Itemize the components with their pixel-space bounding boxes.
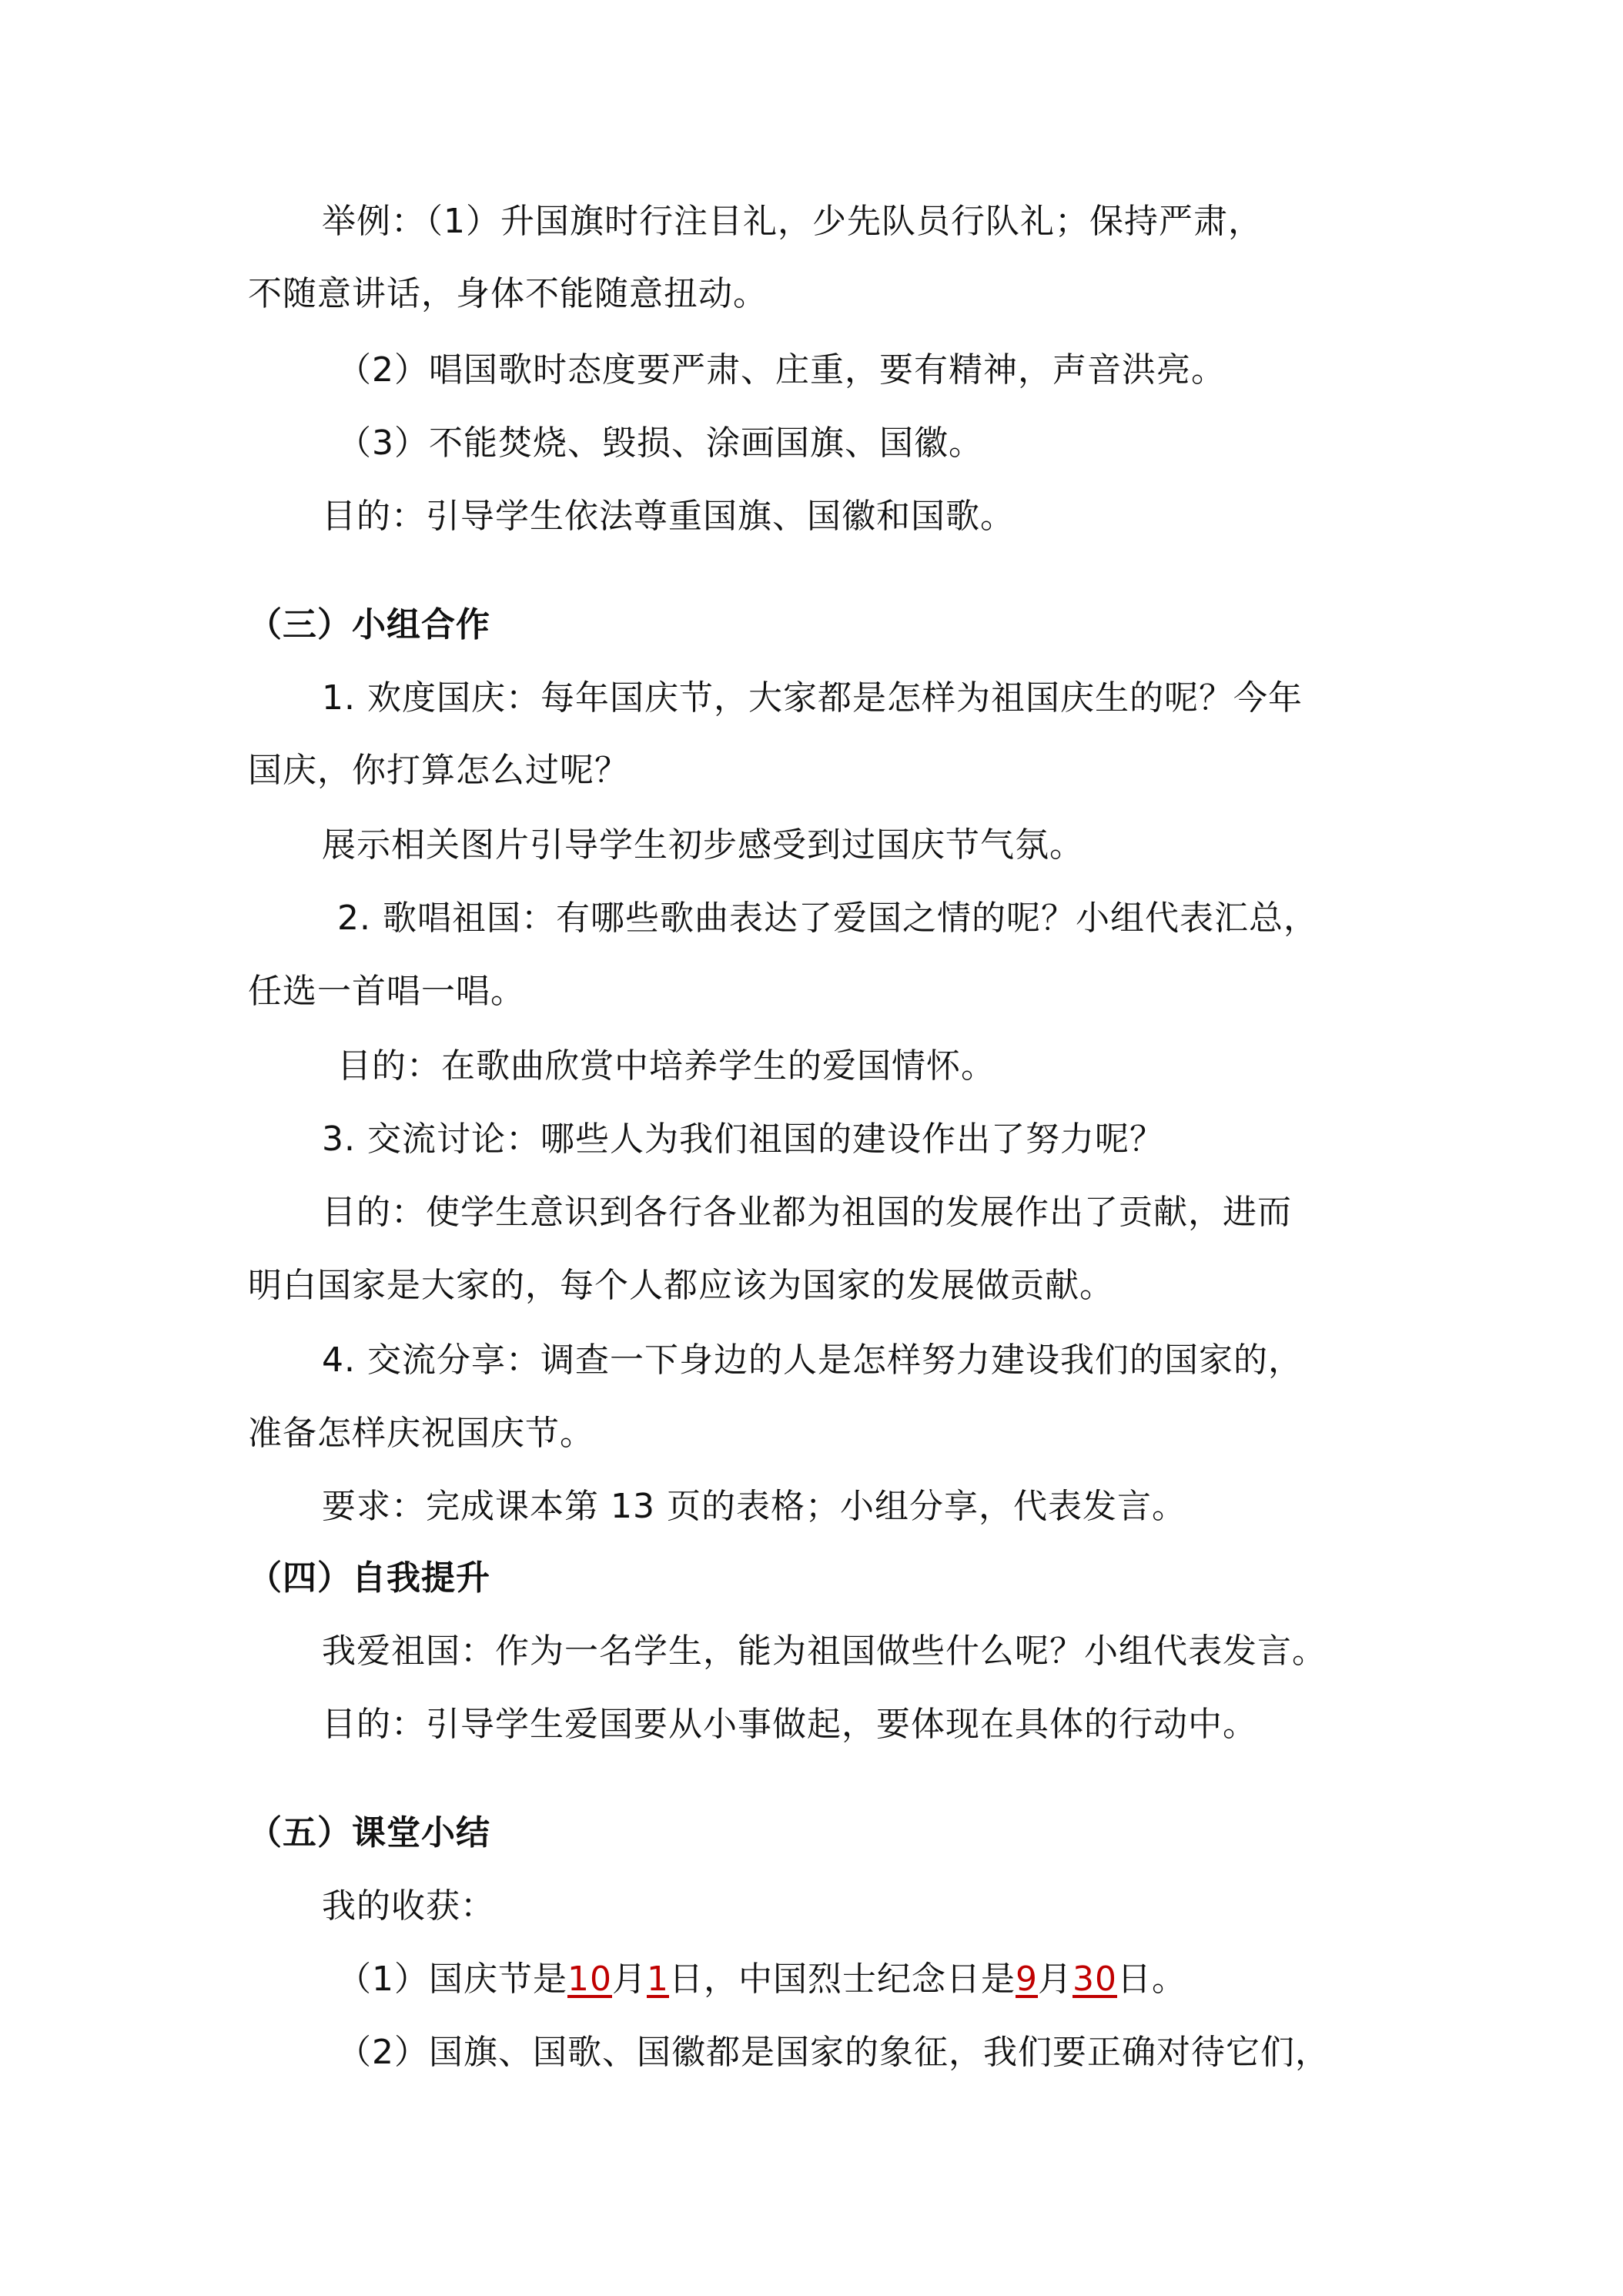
purpose-line-1: 目的：引导学生依法尊重国旗、国徽和国歌。 bbox=[322, 497, 1015, 536]
activity-2-line-cont: 任选一首唱一唱。 bbox=[248, 972, 525, 1011]
example-line-2: （2）唱国歌时态度要严肃、庄重，要有精神，声音洪亮。 bbox=[337, 350, 1226, 390]
summary-line-1-middle: 日，中国烈士纪念日是 bbox=[669, 1960, 1016, 1999]
national-day-day-answer: 1 bbox=[647, 1960, 669, 1999]
activity-3-purpose-cont: 明白国家是大家的，每个人都应该为国家的发展做贡献。 bbox=[248, 1266, 1114, 1305]
martyrs-day-month-answer: 9 bbox=[1016, 1960, 1038, 1999]
activity-1-line: 1. 欢度国庆：每年国庆节，大家都是怎样为祖国庆生的呢？今年 bbox=[322, 678, 1303, 718]
summary-line-1 bbox=[337, 1956, 1186, 2003]
activity-1-line-cont: 国庆，你打算怎么过呢？ bbox=[248, 751, 629, 790]
activity-3-purpose: 目的：使学生意识到各行各业都为祖国的发展作出了贡献，进而 bbox=[322, 1193, 1292, 1232]
summary-line-1-suffix: 日。 bbox=[1117, 1960, 1186, 1999]
section-heading-summary: （五）课堂小结 bbox=[248, 1813, 490, 1853]
self-improvement-purpose: 目的：引导学生爱国要从小事做起，要体现在具体的行动中。 bbox=[322, 1705, 1257, 1744]
activity-4-line-cont: 准备怎样庆祝国庆节。 bbox=[248, 1414, 594, 1453]
self-improvement-line: 我爱祖国：作为一名学生，能为祖国做些什么呢？小组代表发言。 bbox=[322, 1632, 1327, 1671]
national-day-month-answer: 10 bbox=[567, 1960, 612, 1999]
activity-2-line: 2. 歌唱祖国：有哪些歌曲表达了爱国之情的呢？小组代表汇总， bbox=[337, 899, 1318, 938]
activity-1-note: 展示相关图片引导学生初步感受到过国庆节气氛。 bbox=[322, 825, 1084, 865]
section-heading-group-work: （三）小组合作 bbox=[248, 605, 490, 644]
example-line-1: 举例：（1）升国旗时行注目礼，少先队员行队礼；保持严肃， bbox=[322, 202, 1263, 241]
activity-4-requirement: 要求：完成课本第 13 页的表格；小组分享，代表发言。 bbox=[322, 1487, 1186, 1526]
martyrs-day-day-answer: 30 bbox=[1073, 1960, 1117, 1999]
summary-line-2: （2）国旗、国歌、国徽都是国家的象征，我们要正确对待它们， bbox=[337, 2033, 1330, 2072]
activity-4-line: 4. 交流分享：调查一下身边的人是怎样努力建设我们的国家的， bbox=[322, 1340, 1303, 1380]
month-label: 月 bbox=[612, 1960, 647, 1999]
section-heading-self-improvement: （四）自我提升 bbox=[248, 1558, 490, 1598]
example-line-3: （3）不能焚烧、毁损、涂画国旗、国徽。 bbox=[337, 423, 983, 463]
example-line-1-cont: 不随意讲话，身体不能随意扭动。 bbox=[248, 274, 768, 313]
activity-2-purpose: 目的：在歌曲欣赏中培养学生的爱国情怀。 bbox=[337, 1046, 996, 1086]
month-label: 月 bbox=[1038, 1960, 1073, 1999]
summary-intro: 我的收获： bbox=[322, 1886, 495, 1926]
activity-3-line: 3. 交流讨论：哪些人为我们祖国的建设作出了努力呢？ bbox=[322, 1120, 1164, 1159]
summary-line-1-prefix: （1）国庆节是 bbox=[337, 1960, 567, 1999]
